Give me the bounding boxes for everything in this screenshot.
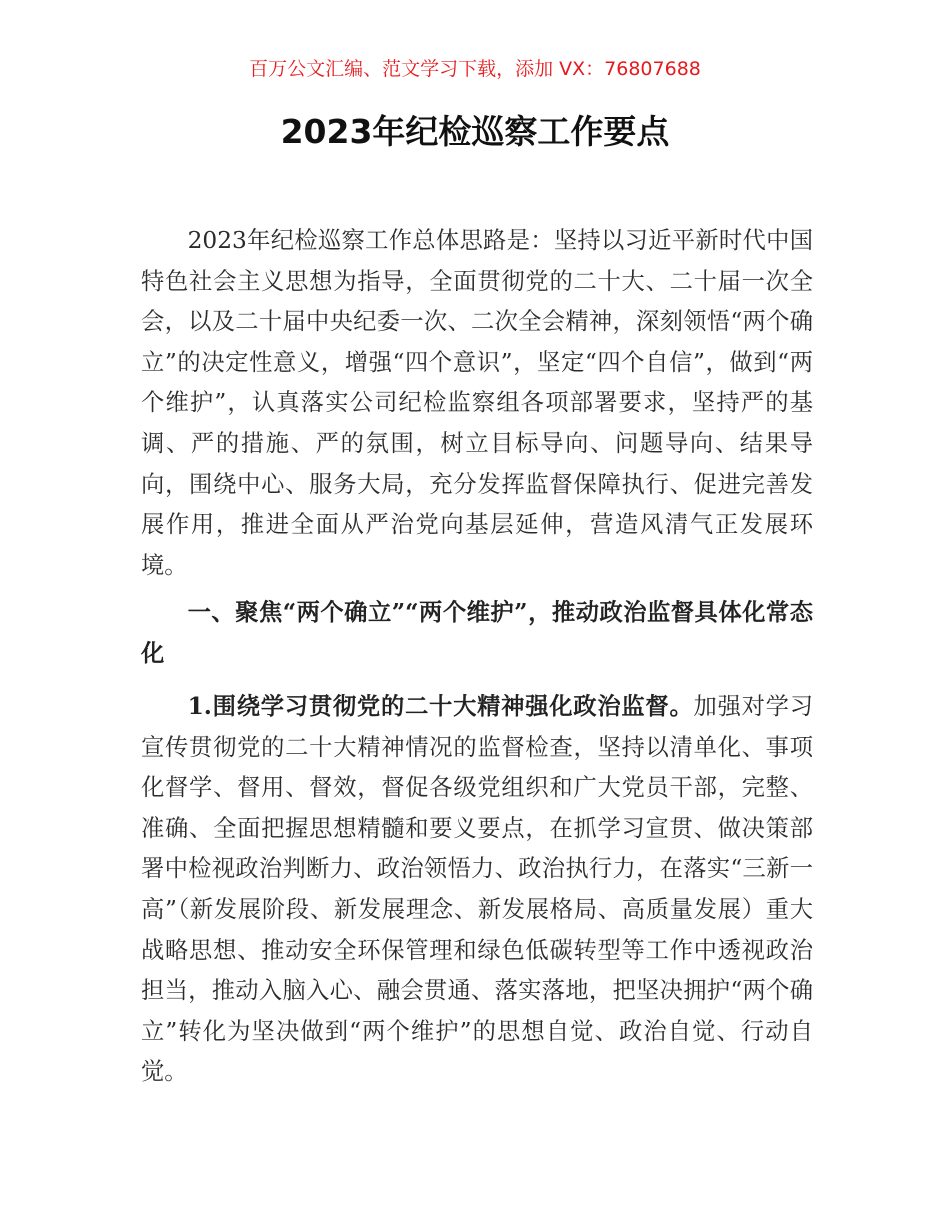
item-1-body: 加强对学习宣传贯彻党的二十大精神情况的监督检查，坚持以清单化、事项化督学、督用、督效，督促各级党组织和广大党员干部，完整、准确、全面把握思想精髓和要义要点，在抓学习宣贯、做决策部署中检视政治判断力、政治领悟力、政治执行力，在落实“三新一高”（新发展阶段、新发展理念、新发展格局、高质量发展）重大战略思想、推动安全环保管理和绿色低碳转型等工作中透视政治担当，推动入脑入心、融会贯通、落实落地，把坚决拥护“两个确立”转化为坚决做到“两个维护”的思想自觉、政治自觉、行动自觉。 [141,693,814,1086]
header-banner: 百万公文汇编、范文学习下载，添加 VX：76807688 [249,58,701,80]
item-1-paragraph [141,687,813,1093]
document-title: 2023年纪检巡察工作要点 [280,112,670,151]
item-1-lead: 1.围绕学习贯彻党的二十大精神强化政治监督。 [187,693,694,720]
section-1-heading: 一、聚焦“两个确立”“两个维护”，推动政治监督具体化常态化 [141,599,813,667]
intro-paragraph: 2023年纪检巡察工作总体思路是：坚持以习近平新时代中国特色社会主义思想为指导，全面贯彻党的二十大、二十届一次全会，以及二十届中央纪委一次、二次全会精神，深刻领悟“两个确立”的决定性意义，增强“四个意识”，坚定“四个自信”，做到“两个维护”，认真落实公司纪检监察组各项部署要求，坚持严的基调、严的措施、严的氛围，树立目标导向、问题导向、结果导向，围绕中心、服务大局，充分发挥监督保障执行、促进完善发展作用，推进全面从严治党向基层延伸，营造风清气正发展环境。 [141,227,813,579]
